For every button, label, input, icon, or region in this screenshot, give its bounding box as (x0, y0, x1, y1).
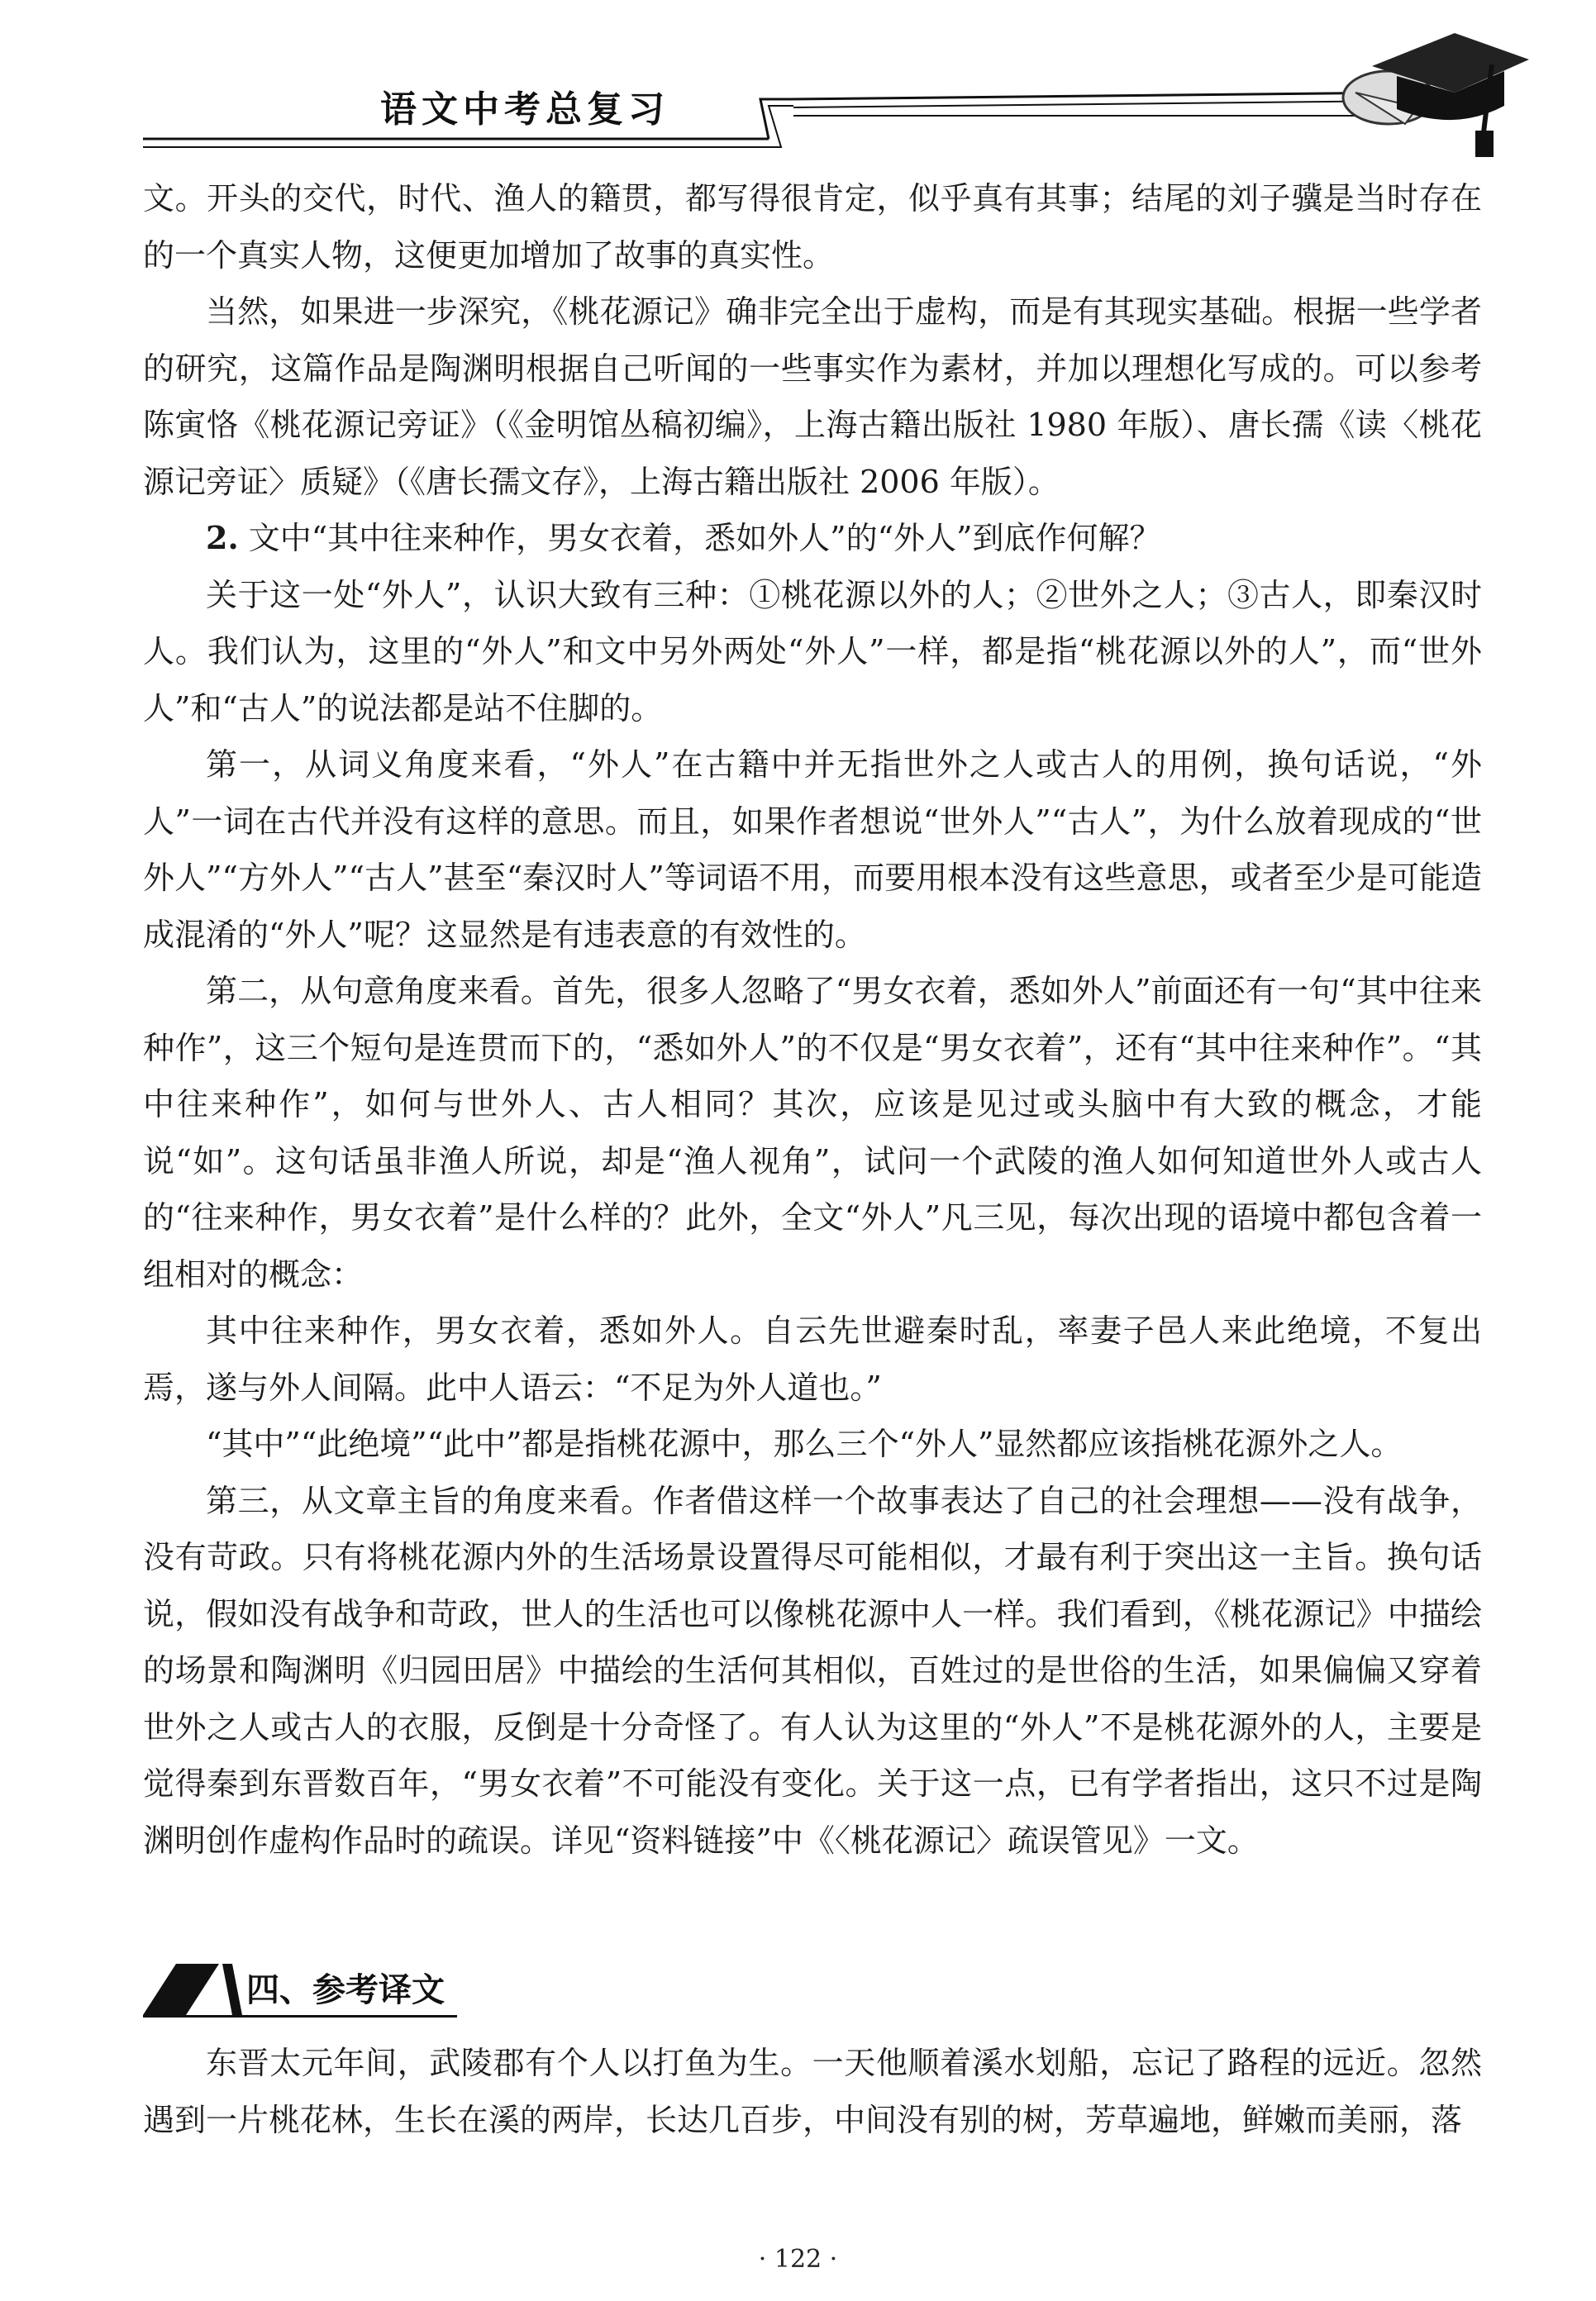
header-title: 语文中考总复习 (380, 88, 669, 131)
section-underline (143, 2015, 457, 2018)
section-title: 四、参考译文 (246, 1970, 445, 2009)
paragraph: 关于这一处“外人”，认识大致有三种：①桃花源以外的人；②世外之人；③古人，即秦汉时人。我们认为，这里的“外人”和文中另外两处“外人”一样，都是指“桃花源以外的人”，而“世外人”和“古人”的说法都是站不住脚的。 (143, 576, 1482, 727)
section-marker-icon (143, 1960, 246, 2017)
paragraph: 当然，如果进一步深究，《桃花源记》确非完全出于虚构，而是有其现实基础。根据一些学者的研究，这篇作品是陶渊明根据自己听闻的一些事实作为素材，并加以理想化写成的。可以参考陈寅恪《桃花源记旁证》（《金明馆丛稿初编》，上海古籍出版社 1980 年版）、唐长孺《读〈桃花源记旁证〉质疑》（《唐长孺文存》，上海古籍出版社 2006 年版）。 (143, 293, 1482, 500)
graduation-cap-icon (1343, 33, 1529, 157)
page-number: · 122 · (758, 2245, 838, 2274)
paragraph: 第二，从句意角度来看。首先，很多人忽略了“男女衣着，悉如外人”前面还有一句“其中往来种作”，这三个短句是连贯而下的，“悉如外人”的不仅是“男女衣着”，还有“其中往来种作”。“其中往来种作”，如何与世外人、古人相同？其次，应该是见过或头脑中有大致的概念，才能说“如”。这句话虽非渔人所说，却是“渔人视角”，试问一个武陵的渔人如何知道世外人或古人的“往来种作，男女衣着”是什么样的？此外，全文“外人”凡三见，每次出现的语境中都包含着一组相对的概念： (143, 973, 1482, 1293)
question-number: 2. (206, 519, 239, 556)
paragraph: 东晋太元年间，武陵郡有个人以打鱼为生。一天他顺着溪水划船，忘记了路程的远近。忽然遇到一片桃花林，生长在溪的两岸，长达几百步，中间没有别的树，芳草遍地，鲜嫩而美丽，落 (143, 2045, 1482, 2138)
paragraph: “其中”“此绝境”“此中”都是指桃花源中，那么三个“外人”显然都应该指桃花源外之人。 (206, 1426, 1403, 1462)
header-decoration (0, 0, 1596, 165)
quote-paragraph: 其中往来种作，男女衣着，悉如外人。自云先世避秦时乱，率妻子邑人来此绝境，不复出焉，遂与外人间隔。此中人语云：“不足为外人道也。” (143, 1312, 1482, 1406)
translation-content (143, 2035, 1482, 2148)
main-content (143, 170, 1482, 1869)
question-paragraph (143, 510, 1482, 567)
question-text: 文中“其中往来种作，男女衣着，悉如外人”的“外人”到底作何解？ (238, 520, 1161, 556)
paragraph: 第三，从文章主旨的角度来看。作者借这样一个故事表达了自己的社会理想——没有战争，没有苛政。只有将桃花源内外的生活场景设置得尽可能相似，才最有利于突出这一主旨。换句话说，假如没有战争和苛政，世人的生活也可以像桃花源中人一样。我们看到，《桃花源记》中描绘的场景和陶渊明《归园田居》中描绘的生活何其相似，百姓过的是世俗的生活，如果偏偏又穿着世外之人或古人的衣服，反倒是十分奇怪了。有人认为这里的“外人”不是桃花源外的人，主要是觉得秦到东晋数百年，“男女衣着”不可能没有变化。关于这一点，已有学者指出，这只不过是陶渊明创作虚构作品时的疏误。详见“资料链接”中《〈桃花源记〉疏误管见》一文。 (143, 1482, 1482, 1859)
paragraph: 文。开头的交代，时代、渔人的籍贯，都写得很肯定，似乎真有其事；结尾的刘子骥是当时存在的一个真实人物，这便更加增加了故事的真实性。 (143, 180, 1482, 274)
section-heading (143, 1960, 606, 2017)
page-header (0, 0, 1596, 165)
paragraph: 第一，从词义角度来看，“外人”在古籍中并无指世外之人或古人的用例，换句话说，“外人”一词在古代并没有这样的意思。而且，如果作者想说“世外人”“古人”，为什么放着现成的“世外人”“方外人”“古人”甚至“秦汉时人”等词语不用，而要用根本没有这些意思，或者至少是可能造成混淆的“外人”呢？这显然是有违表意的有效性的。 (143, 746, 1482, 953)
